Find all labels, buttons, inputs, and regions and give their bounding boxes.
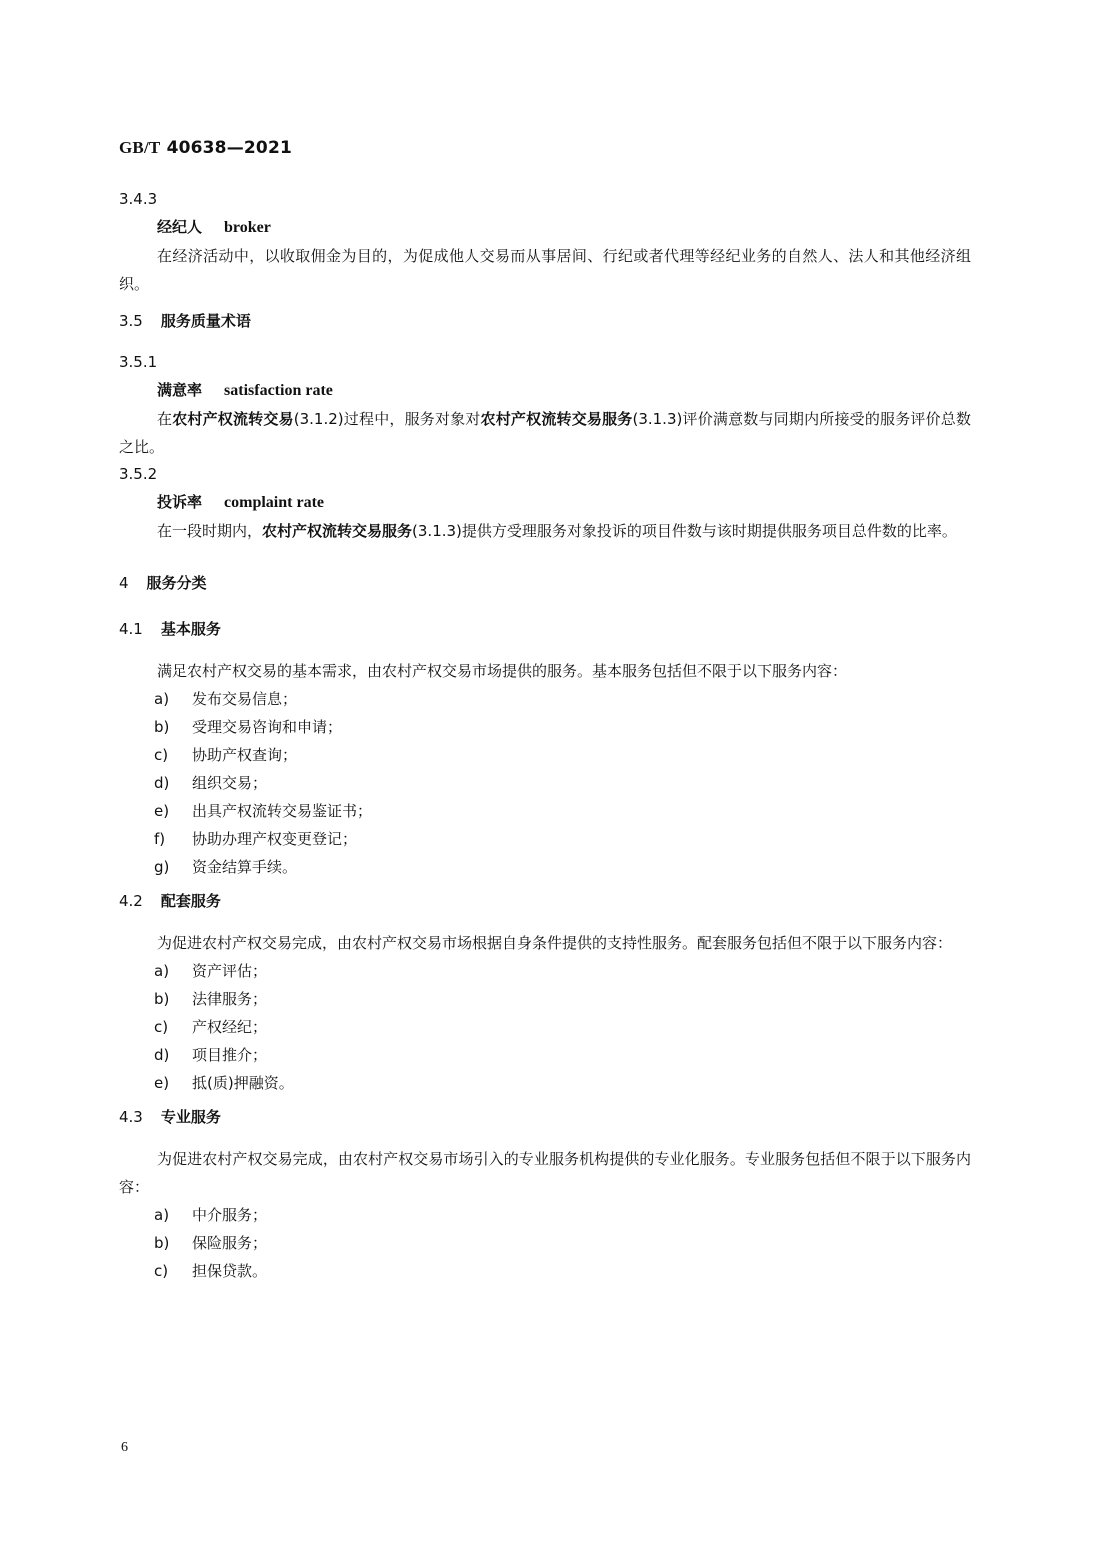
section-number: 3.5 <box>119 312 143 330</box>
term-reference: 农村产权流转交易服务 <box>262 522 413 540</box>
service-list <box>119 685 971 881</box>
section-title: 服务质量术语 <box>160 312 251 330</box>
term-definition: 在一段时期内，农村产权流转交易服务(3.1.3)提供方受理服务对象投诉的项目件数与该时期提供服务项目总件数的比率。 <box>157 522 957 540</box>
section-title: 专业服务 <box>160 1108 221 1126</box>
term-number: 3.5.1 <box>119 353 158 371</box>
list-item: c) 担保贷款。 <box>154 1262 268 1280</box>
list-item: b) 受理交易咨询和申请； <box>154 718 343 736</box>
term-name-zh: 投诉率 <box>157 493 203 511</box>
term-definition: 在农村产权流转交易(3.1.2)过程中，服务对象对农村产权流转交易服务(3.1.3)评价满意数与同期内所接受的服务评价总数之比。 <box>119 410 971 456</box>
service-list <box>119 1201 971 1285</box>
section-heading <box>119 615 971 643</box>
list-item: d) 项目推介； <box>154 1046 268 1064</box>
term-name-zh: 经纪人 <box>157 218 203 236</box>
list-item: f) 协助办理产权变更登记； <box>154 830 358 848</box>
service-list <box>119 957 971 1097</box>
section-number: 4.1 <box>119 620 143 638</box>
term-reference: 农村产权流转交易服务 <box>480 410 633 428</box>
standard-code-number: 40638—2021 <box>166 138 293 158</box>
document-body <box>119 186 971 1285</box>
list-item: c) 协助产权查询； <box>154 746 298 764</box>
section-intro: 满足农村产权交易的基本需求，由农村产权交易市场提供的服务。基本服务包括但不限于以下服务内容： <box>157 662 848 680</box>
section-heading <box>119 307 971 335</box>
standard-code-prefix: GB/T <box>119 138 161 157</box>
list-item: a) 中介服务； <box>154 1206 268 1224</box>
list-item: e) 出具产权流转交易鉴证书； <box>154 802 373 820</box>
term-name-en: complaint rate <box>224 494 324 511</box>
standard-code <box>119 138 292 158</box>
section-number: 4.3 <box>119 1108 143 1126</box>
list-item: b) 法律服务； <box>154 990 268 1008</box>
section-intro: 为促进农村产权交易完成，由农村产权交易市场根据自身条件提供的支持性服务。配套服务包括但不限于以下服务内容： <box>157 934 953 952</box>
section-heading <box>119 1103 971 1131</box>
chapter-number: 4 <box>119 574 129 592</box>
term-reference: 农村产权流转交易 <box>172 410 294 428</box>
term-title <box>119 376 971 405</box>
term-title <box>119 488 971 517</box>
term-name-en: broker <box>224 219 271 236</box>
section-heading <box>119 887 971 915</box>
page-number: 6 <box>121 1440 128 1455</box>
list-item: c) 产权经纪； <box>154 1018 268 1036</box>
term-name-zh: 满意率 <box>157 381 203 399</box>
term-number: 3.4.3 <box>119 190 158 208</box>
chapter-heading <box>119 569 971 597</box>
list-item: a) 发布交易信息； <box>154 690 298 708</box>
term-title <box>119 213 971 242</box>
term-definition: 在经济活动中，以收取佣金为目的，为促成他人交易而从事居间、行纪或者代理等经纪业务的自然人、法人和其他经济组织。 <box>119 247 971 293</box>
list-item: a) 资产评估； <box>154 962 268 980</box>
list-item: d) 组织交易； <box>154 774 268 792</box>
list-item: g) 资金结算手续。 <box>154 858 298 876</box>
term-number: 3.5.2 <box>119 465 158 483</box>
section-title: 基本服务 <box>160 620 221 638</box>
term-name-en: satisfaction rate <box>224 382 333 399</box>
section-number: 4.2 <box>119 892 143 910</box>
section-title: 配套服务 <box>160 892 221 910</box>
list-item: e) 抵(质)押融资。 <box>154 1074 294 1092</box>
section-intro: 为促进农村产权交易完成，由农村产权交易市场引入的专业服务机构提供的专业化服务。专业服务包括但不限于以下服务内容： <box>119 1150 971 1196</box>
list-item: b) 保险服务； <box>154 1234 268 1252</box>
chapter-title: 服务分类 <box>146 574 207 592</box>
